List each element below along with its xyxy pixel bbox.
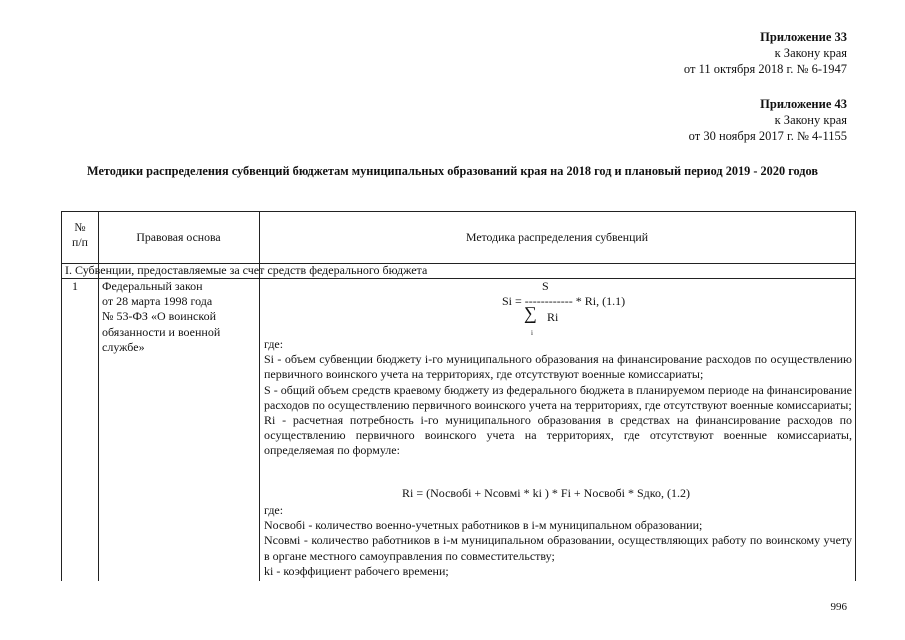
sum-symbol: ∑	[524, 303, 537, 323]
legal-basis-line: Федеральный закон	[102, 279, 203, 293]
appendix-33-line1: к Закону края	[774, 46, 847, 60]
legal-basis-line: № 53-ФЗ «О воинской	[102, 309, 216, 324]
formula-lhs: Si =	[502, 294, 525, 308]
header-number-line1: №	[74, 220, 86, 234]
appendix-43-reference	[689, 96, 847, 144]
appendix-33-reference	[684, 29, 847, 77]
header-legal-basis: Правовая основа	[136, 230, 221, 244]
legal-basis-cell	[102, 279, 257, 355]
definitions-block-2	[264, 503, 852, 579]
legal-basis-line: службе»	[102, 339, 145, 354]
appendix-43-title: Приложение 43	[760, 97, 847, 111]
header-method: Методика распределения субвенций	[465, 230, 649, 244]
appendix-43-line2: от 30 ноября 2017 г. № 4-1155	[688, 129, 847, 143]
appendix-33-line2: от 11 октября 2018 г. № 6-1947	[683, 62, 847, 76]
formula-numerator: S	[542, 279, 549, 293]
formula-1-1	[502, 294, 625, 309]
row-number: 1	[72, 279, 78, 293]
definition-ki: ki - коэффициент рабочего времени;	[264, 563, 449, 578]
definition-nosvob: Nосвобi - количество военно-учетных работников в i-м муниципальном образовании;	[264, 518, 703, 533]
legal-basis-line: обязанности и военной	[102, 324, 221, 339]
definition-si: Si - объем субвенции бюджету i-го муниципального образования на финансирование расходов по осуществлению первичного воинского учета на территориях, где отсутствуют военные комиссариаты;	[264, 352, 852, 382]
appendix-33-title: Приложение 33	[760, 30, 847, 44]
subventions-table	[61, 211, 856, 581]
document-title: Методики распределения субвенций бюджетам муниципальных образований края на 2018 год и плановый период 2019 - 2020 годов	[87, 164, 818, 178]
where-label: где:	[264, 337, 284, 351]
definitions-block-1	[264, 337, 852, 459]
legal-basis-line: от 28 марта 1998 года	[102, 294, 213, 309]
section-title: I. Субвенции, предоставляемые за счет средств федерального бюджета	[65, 263, 428, 277]
definition-s: S - общий объем средств краевому бюджету из федерального бюджета в планируемом периоде на финансирование расходов по осуществлению первичного воинского учета на территориях, где отсутствуют военные комиссариаты;	[264, 382, 852, 412]
formula-fraction-bar: ------------	[524, 294, 573, 308]
formula-rhs: * Ri, (1.1)	[572, 294, 626, 308]
page-number: 996	[830, 601, 847, 613]
sum-index: i	[531, 329, 533, 337]
where-label: где:	[264, 503, 284, 517]
formula-1-2: Ri = (Nосвобi + Nсовмi * ki ) * Fi + Nосвобi * Sдко, (1.2)	[402, 486, 690, 500]
definition-nsovm: Nсовмi - количество работников в i-м муниципальном образовании, осуществляющих работу по воинскому учету в органе местного самоуправления по совместительству;	[264, 533, 852, 563]
formula-denominator: Ri	[547, 310, 559, 324]
appendix-43-line1: к Закону края	[774, 113, 847, 127]
header-number	[62, 220, 98, 250]
header-number-line2: п/п	[72, 235, 88, 250]
definition-ri: Ri - расчетная потребность i-го муниципального образования в средствах на финансирование расходов по осуществлению первичного воинского учета на территориях, где отсутствуют военные комиссариаты, определяемая по формуле:	[264, 413, 852, 458]
